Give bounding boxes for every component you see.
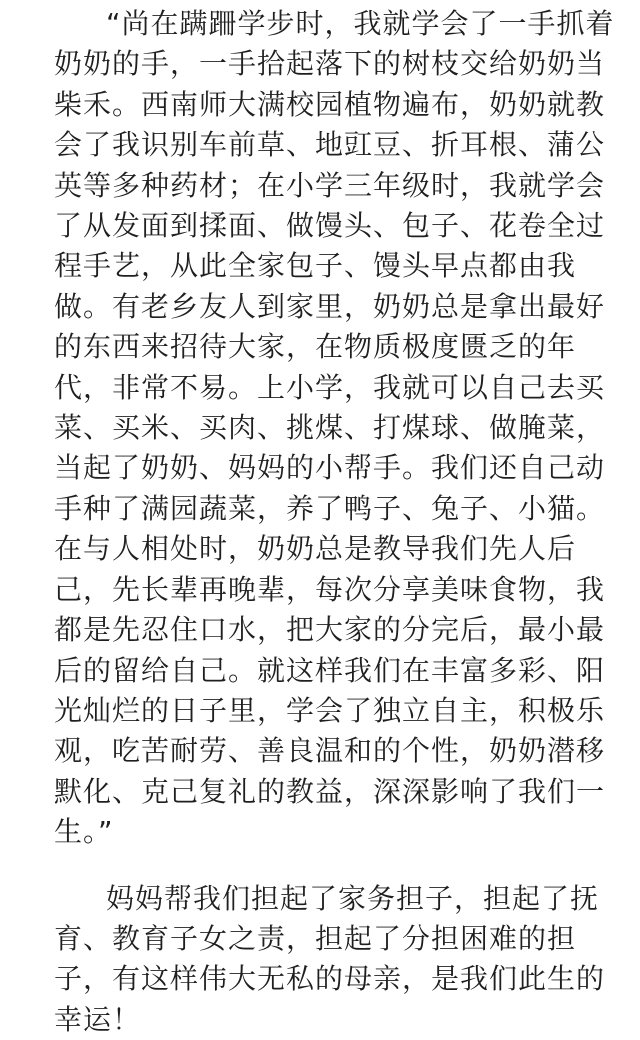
text-line: “尚在蹒跚学步时，我就学会了一手抓着 (106, 7, 615, 40)
text-line: 了从发面到揉面、做馒头、包子、花卷全过 (54, 209, 606, 243)
text-line: 当起了奶奶、妈妈的小帮手。我们还自己动 (54, 451, 606, 485)
text-line: 后的留给自己。就这样我们在丰富多彩、阳 (54, 653, 606, 687)
text-line: 会了我识别车前草、地豇豆、折耳根、蒲公 (54, 128, 606, 162)
paragraph-spacer (54, 853, 596, 879)
text-line: 做。有老乡友人到家里，奶奶总是拿出最好 (54, 289, 606, 323)
text-line: 都是先忍住口水，把大家的分完后，最小最 (54, 613, 606, 647)
text-line: 奶奶的手，一手拾起落下的树枝交给奶奶当 (54, 47, 606, 81)
text-line: 光灿烂的日子里，学会了独立自主，积极乐 (54, 693, 606, 727)
text-line: 在与人相处时，奶奶总是教导我们先人后 (54, 532, 577, 566)
text-line: 育、教育子女之责，担起了分担困难的担 (54, 921, 577, 955)
text-line: 己，先长辈再晚辈，每次分享美味食物，我 (54, 572, 606, 606)
text-line: 手种了满园蔬菜，养了鸭子、兔子、小猫。 (54, 491, 606, 525)
text-line: 的东西来招待大家，在物质极度匮乏的年 (54, 330, 577, 364)
text-line: 程手艺，从此全家包子、馒头早点都由我 (54, 249, 577, 283)
text-line: 菜、买米、买肉、挑煤、打煤球、做腌菜， (54, 411, 606, 445)
text-line: 英等多种药材；在小学三年级时，我就学会 (54, 168, 606, 202)
text-line: 代，非常不易。上小学，我就可以自己去买 (54, 370, 606, 404)
text-line: 生。” (54, 815, 114, 849)
text-line: 妈妈帮我们担起了家务担子，担起了抚 (106, 881, 600, 915)
paragraph-grandma-memories (54, 4, 615, 853)
text-line: 幸运！ (54, 1002, 142, 1036)
text-line: 观，吃苦耐劳、善良温和的个性，奶奶潜移 (54, 734, 606, 768)
paragraph-mother-tribute (54, 879, 606, 1040)
text-line: 默化、克己复礼的教益，深深影响了我们一 (54, 774, 606, 808)
text-line: 柴禾。西南师大满校园植物遍布，奶奶就教 (54, 87, 606, 121)
text-line: 子，有这样伟大无私的母亲，是我们此生的 (54, 962, 606, 996)
